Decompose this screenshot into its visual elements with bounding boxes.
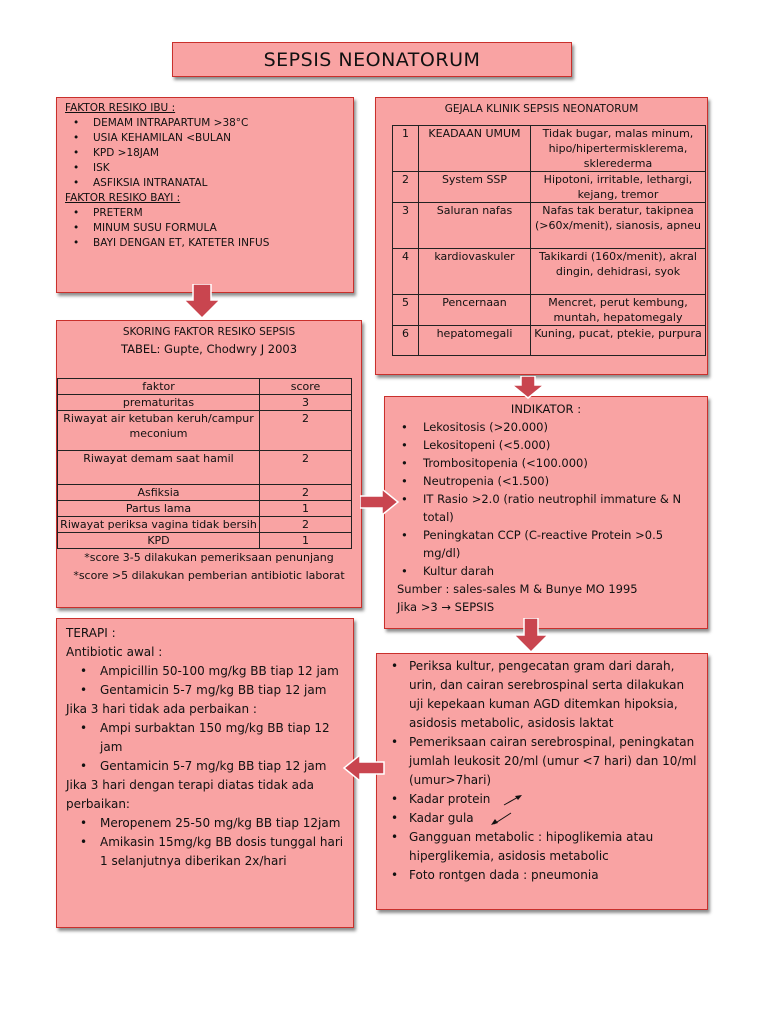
left-arrow-icon (342, 754, 386, 782)
table-cell: 2 (260, 485, 352, 501)
table-cell: 6 (393, 326, 419, 356)
scoring-note-2: *score >5 dilakukan pemberian antibiotic laborat (73, 569, 345, 582)
list-item: • BAYI DENGAN ET, KATETER INFUS (65, 236, 345, 251)
indicator-conclusion (397, 598, 695, 616)
therapy-initial-heading: Antibiotic awal : (66, 645, 163, 659)
column-header: faktor (58, 379, 260, 395)
table-cell: KPD (58, 533, 260, 549)
scoring-note-1: *score 3-5 dilakukan pemeriksaan penunjang (84, 551, 334, 564)
list-item: • Foto rontgen dada : pneumonia (387, 866, 697, 885)
page-title: SEPSIS NEONATORUM (263, 49, 481, 71)
therapy-step3-heading: Jika 3 hari dengan terapi diatas tidak ada perbaikan: (66, 778, 314, 811)
scoring-table (57, 378, 352, 549)
list-item: • Pemeriksaan cairan serebrospinal, peningkatan jumlah leukosit 20/ml (umur <7 hari) dan 10/ml (umur>7hari) (387, 733, 697, 790)
right-arrow-icon (360, 488, 400, 518)
list-item: • Trombositopenia (<100.000) (397, 454, 695, 472)
indicator-list (397, 418, 695, 580)
table-cell: Tidak bugar, malas minum, hipo/hipertermisklerema, sklerederma (531, 126, 706, 172)
title-box (172, 42, 572, 77)
list-item: • Periksa kultur, pengecatan gram dari darah, urin, dan cairan serebrospinal serta dilakukan uji kepekaan kuman AGD ditemkan hipoksia, asidosis metabolic, asidosis laktat (387, 657, 697, 733)
list-item: • DEMAM INTRAPARTUM >38°C (65, 116, 345, 131)
table-cell: hepatomegali (419, 326, 531, 356)
table-cell: 5 (393, 295, 419, 326)
table-row (58, 533, 352, 549)
maternal-risk-heading: FAKTOR RESIKO IBU : (65, 102, 176, 114)
table-cell: Pencernaan (419, 295, 531, 326)
table-cell: Mencret, perut kembung, muntah, hepatomegaly (531, 295, 706, 326)
table-cell: 3 (393, 203, 419, 249)
examination-list (387, 657, 697, 885)
indicator-heading: INDIKATOR : (510, 402, 582, 416)
table-row (393, 326, 706, 356)
table-cell: 1 (393, 126, 419, 172)
table-cell: Kuning, pucat, ptekie, purpura (531, 326, 706, 356)
therapy-heading: TERAPI : (66, 626, 116, 640)
conclusion-result: SEPSIS (454, 600, 495, 614)
table-header-row (58, 379, 352, 395)
list-item: • Gentamicin 5-7 mg/kg BB tiap 12 jam (66, 757, 344, 776)
table-cell: Riwayat demam saat hamil (58, 451, 260, 485)
table-row (58, 451, 352, 485)
infant-risk-heading: FAKTOR RESIKO BAYI : (65, 192, 181, 204)
scoring-heading: SKORING FAKTOR RESIKO SEPSIS (122, 326, 296, 338)
table-cell: prematuritas (58, 395, 260, 411)
table-row (393, 203, 706, 249)
table-row (393, 126, 706, 172)
list-item: • Amikasin 15mg/kg BB dosis tunggal hari 1 selanjutnya diberikan 2x/hari (66, 833, 344, 871)
table-cell: Saluran nafas (419, 203, 531, 249)
table-cell: Asfiksia (58, 485, 260, 501)
table-cell: 2 (393, 172, 419, 203)
list-item: • Ampi surbaktan 150 mg/kg BB tiap 12 jam (66, 719, 344, 757)
list-item: • Neutropenia (<1.500) (397, 472, 695, 490)
down-arrow-icon (512, 618, 550, 654)
table-row (393, 249, 706, 295)
table-cell: 2 (260, 517, 352, 533)
list-item: • Gentamicin 5-7 mg/kg BB tiap 12 jam (66, 681, 344, 700)
list-item: • Lekositosis (>20.000) (397, 418, 695, 436)
table-cell: Riwayat air ketuban keruh/campur meconium (58, 411, 260, 451)
clinical-symptoms-heading: GEJALA KLINIK SEPSIS NEONATORUM (444, 103, 639, 115)
down-arrow-icon (510, 376, 546, 400)
risk-scoring-box (56, 320, 362, 608)
therapy-box (56, 618, 354, 928)
list-item: • Gangguan metabolic : hipoglikemia atau hiperglikemia, asidosis metabolic (387, 828, 697, 866)
maternal-risk-list (65, 116, 345, 191)
infant-risk-list (65, 206, 345, 251)
therapy-initial-list (66, 662, 344, 700)
list-item: • KPD >18JAM (65, 146, 345, 161)
table-row (58, 395, 352, 411)
table-cell: Riwayat periksa vagina tidak bersih (58, 517, 260, 533)
table-cell: 3 (260, 395, 352, 411)
table-cell: Nafas tak beratur, takipnea (>60x/menit), sianosis, apneu (531, 203, 706, 249)
column-header: score (260, 379, 352, 395)
table-cell: KEADAAN UMUM (419, 126, 531, 172)
therapy-step3-list (66, 814, 344, 871)
risk-factors-box (56, 97, 354, 293)
table-row (393, 295, 706, 326)
conclusion-prefix: Jika >3 (397, 600, 438, 614)
list-item: • Kultur darah (397, 562, 695, 580)
clinical-symptoms-box (375, 97, 708, 375)
examination-box (376, 653, 708, 910)
indicator-source: Sumber : sales-sales M & Bunye MO 1995 (397, 582, 638, 596)
list-item: • MINUM SUSU FORMULA (65, 221, 345, 236)
list-item (387, 809, 697, 828)
symptoms-table (392, 125, 706, 356)
table-row (58, 411, 352, 451)
list-item: • IT Rasio >2.0 (ratio neutrophil immature & N total) (397, 490, 695, 526)
table-cell: 1 (260, 533, 352, 549)
therapy-step2-list (66, 719, 344, 776)
table-cell: 1 (260, 501, 352, 517)
list-item: • ASFIKSIA INTRANATAL (65, 176, 345, 191)
list-item: • Lekositopeni (<5.000) (397, 436, 695, 454)
table-cell: kardiovaskuler (419, 249, 531, 295)
table-cell: 2 (260, 451, 352, 485)
table-cell: System SSP (419, 172, 531, 203)
table-cell: Partus lama (58, 501, 260, 517)
down-arrow-icon (489, 812, 513, 826)
list-item: • Ampicillin 50-100 mg/kg BB tiap 12 jam (66, 662, 344, 681)
list-item (387, 790, 697, 809)
up-arrow-icon (502, 794, 524, 806)
table-cell: Takikardi (160x/menit), akral dingin, dehidrasi, syok (531, 249, 706, 295)
table-row (58, 517, 352, 533)
table-cell: Hipotoni, irritable, lethargi, kejang, tremor (531, 172, 706, 203)
list-item: • USIA KEHAMILAN <BULAN (65, 131, 345, 146)
table-row (393, 172, 706, 203)
list-item: • Meropenem 25-50 mg/kg BB tiap 12jam (66, 814, 344, 833)
list-item: • PRETERM (65, 206, 345, 221)
scoring-source: TABEL: Gupte, Chodwry J 2003 (120, 342, 298, 356)
list-item: • Peningkatan CCP (C-reactive Protein >0.5 mg/dl) (397, 526, 695, 562)
table-row (58, 501, 352, 517)
down-arrow-icon (182, 284, 222, 320)
glucose-label: Kadar gula (409, 811, 474, 825)
therapy-step2-heading: Jika 3 hari tidak ada perbaikan : (66, 702, 257, 716)
table-row (58, 485, 352, 501)
right-arrow-icon: → (441, 600, 451, 614)
indicator-box (384, 396, 708, 629)
protein-label: Kadar protein (409, 792, 491, 806)
list-item: • ISK (65, 161, 345, 176)
table-cell: 4 (393, 249, 419, 295)
table-cell: 2 (260, 411, 352, 451)
